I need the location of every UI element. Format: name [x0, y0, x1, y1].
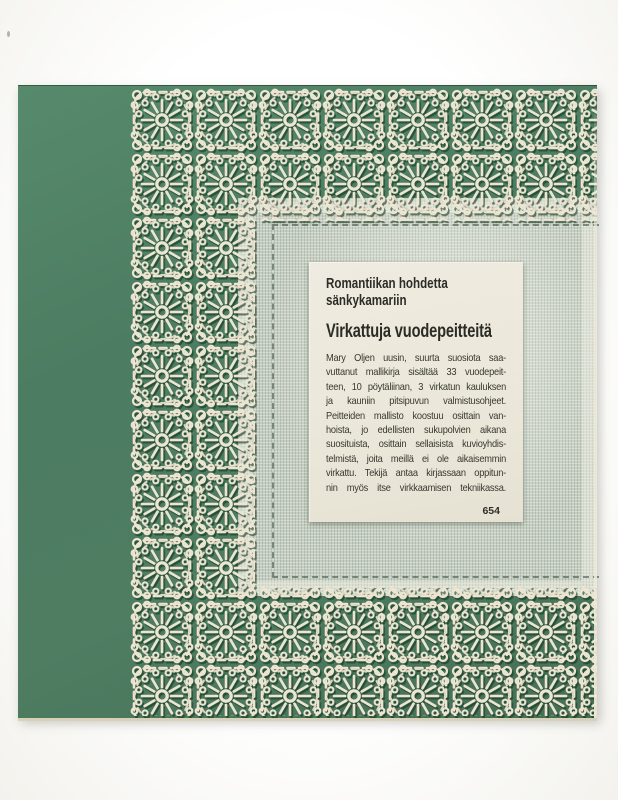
page-title: Virkattuja vuodepeitteitä — [326, 320, 492, 342]
body-line: virkattu. Tekijä antaa kirjassaan oppitun- — [326, 468, 506, 480]
body-line: hoista, jo edellisten sukupolvien aikana — [326, 425, 506, 437]
body-line: Peitteiden mallisto koostuu osittain van- — [326, 410, 506, 422]
body-line: vuttanut mallikirja sisältää 33 vuodepeit- — [326, 367, 506, 379]
body-line: suosituista, osittain sellaisista kuvioyhdis- — [326, 439, 506, 451]
body-line: teen, 10 pöytäliinan, 3 virkatun kauluksen — [326, 381, 506, 393]
body-text — [326, 352, 506, 496]
body-line: telmistä, joita meillä ei ole aikaisemmin — [326, 453, 506, 465]
body-line: nin myös itse virkkaamisen tekniikassa. — [326, 482, 506, 494]
page-edge — [594, 86, 597, 718]
kicker-line-1: Romantiikan hohdetta — [326, 276, 448, 292]
photo-artifact — [7, 31, 10, 37]
kicker-line-2: sänkykamariin — [326, 293, 407, 309]
book-page — [18, 85, 597, 718]
body-line: Mary Oljen uusin, suurta suosiota saa- — [326, 353, 506, 364]
body-line: ja kauniin pitsipuvun valmistusohjeet. — [326, 396, 506, 408]
text-label — [309, 262, 523, 522]
page-number: 654 — [482, 505, 500, 518]
